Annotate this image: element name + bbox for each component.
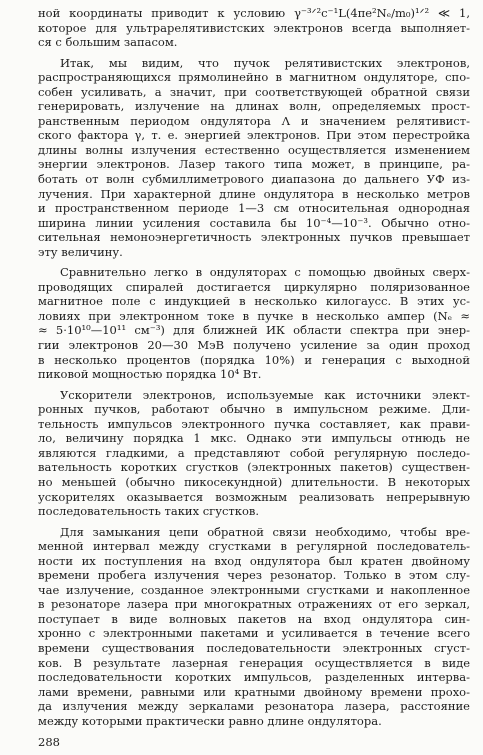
paragraph — [38, 6, 470, 50]
text-line: ботать от волн субмиллиметрового диапазона до дальнего УФ из- — [38, 172, 470, 187]
text-line: эту величину. — [38, 244, 123, 259]
text-line: которое для ультрарелятивистских электронов всегда выполняет- — [38, 20, 470, 35]
text-line: сительная немоноэнергетичность электронных пучков превышает — [38, 230, 470, 245]
text-line: ронных пучков, работают обычно в импульсном режиме. Дли- — [38, 402, 470, 417]
text-line: ≈ 5·10¹⁰—10¹¹ см⁻³) для ближней ИК области спектра при энер- — [38, 323, 470, 338]
text-line: и пространственном периоде 1—3 см относительная однородная — [38, 201, 470, 216]
text-line: генерировать, излучение на длинах волн, определяемых прост- — [38, 99, 470, 114]
paragraph — [38, 265, 470, 381]
text-line: ков. В результате лазерная генерация осуществляется в виде — [38, 655, 470, 670]
text-line: ранственным периодом ондулятора Λ и значением релятивист- — [38, 113, 470, 128]
text-line: хронно с электронными пакетами и усиливается в течение всего — [38, 626, 470, 641]
page-number: 288 — [38, 735, 60, 749]
text-line: Итак, мы видим, что пучок релятивистских электронов, — [60, 55, 470, 70]
text-line: да излучения между зеркалами резонатора лазера, расстояние — [38, 699, 470, 714]
text-line: Ускорители электронов, используемые как источники элект- — [60, 387, 470, 402]
text-line: ло, величину порядка 1 мкс. Однако эти импульсы отнюдь не — [38, 431, 470, 446]
text-line: распространяющихся прямолинейно в магнитном ондуляторе, спо- — [38, 70, 470, 85]
text-line: последовательность таких сгустков. — [38, 504, 260, 519]
text-line: времени пробега излучения через резонатор. Только в этом слу- — [38, 568, 470, 583]
text-line: вательность коротких сгустков (электронных пакетов) существен- — [38, 460, 470, 475]
text-line: между которыми практически равно длине ондулятора. — [38, 713, 382, 728]
text-line: ширина линии усиления составила бы 10⁻⁴—10⁻³. Обычно отно- — [38, 215, 470, 230]
text-line: пиковой мощностью порядка 10⁴ Вт. — [38, 367, 262, 382]
paragraph — [38, 56, 470, 260]
text-line: лами времени, равными или кратными двойному времени прохо- — [38, 684, 470, 699]
text-line: Сравнительно легко в ондуляторах с помощью двойных сверх- — [60, 265, 470, 280]
text-line: ского фактора γ, т. е. энергией электронов. При этом перестройка — [38, 128, 470, 143]
text-line: ной координаты приводит к условию γ⁻³ᐟ²c⁻¹L(4πe²Nₑ/m₀)¹ᐟ² ≪ 1, — [38, 6, 470, 20]
text-line: тельность импульсов электронного пучка составляет, как прави- — [38, 416, 470, 431]
text-line: Для замыкания цепи обратной связи необходимо, чтобы вре- — [60, 524, 470, 539]
text-line: магнитное поле с индукцией в несколько килогаусс. В этих ус- — [38, 294, 470, 309]
text-line: но меньшей (обычно пикосекундной) длительности. В некоторых — [38, 474, 470, 489]
body-text — [38, 6, 470, 728]
text-line: энергии электронов. Лазер такого типа может, в принципе, ра- — [38, 157, 470, 172]
text-line: менной интервал между сгустками в регулярной последователь- — [38, 539, 470, 554]
text-line: собен усиливать, а значит, при соответствующей обратной связи — [38, 84, 470, 99]
text-line: ности их поступления на вход ондулятора был кратен двойному — [38, 553, 470, 568]
text-line: являются гладкими, а представляют собой регулярную последо- — [38, 445, 470, 460]
paragraph — [38, 388, 470, 519]
text-line: последовательности коротких импульсов, разделенных интерва- — [38, 670, 470, 685]
text-line: проводящих спиралей достигается циркулярно поляризованное — [38, 279, 470, 294]
text-line: времени существования последовательности электронных сгуст- — [38, 640, 470, 655]
text-line: лучения. При характерной длине ондулятора в несколько метров — [38, 186, 470, 201]
text-line: чае излучение, созданное электронными сгустками и накопленное — [38, 582, 470, 597]
paragraph — [38, 525, 470, 729]
text-line: в несколько процентов (порядка 10%) и генерация с выходной — [38, 352, 470, 367]
text-line: ся с большим запасом. — [38, 35, 178, 50]
text-line: гии электронов 20—30 МэВ получено усиление за один проход — [38, 338, 470, 353]
text-line: длины волны излучения естественно осуществляется изменением — [38, 142, 470, 157]
text-line: поступает в виде волновых пакетов на вход ондулятора син- — [38, 611, 470, 626]
text-line: ловиях при электронном токе в пучке в несколько ампер (Nₑ ≈ — [38, 308, 470, 323]
text-line: ускорителях оказывается возможным реализовать непрерывную — [38, 489, 470, 504]
text-line: в резонаторе лазера при многократных отражениях от его зеркал, — [38, 597, 470, 612]
